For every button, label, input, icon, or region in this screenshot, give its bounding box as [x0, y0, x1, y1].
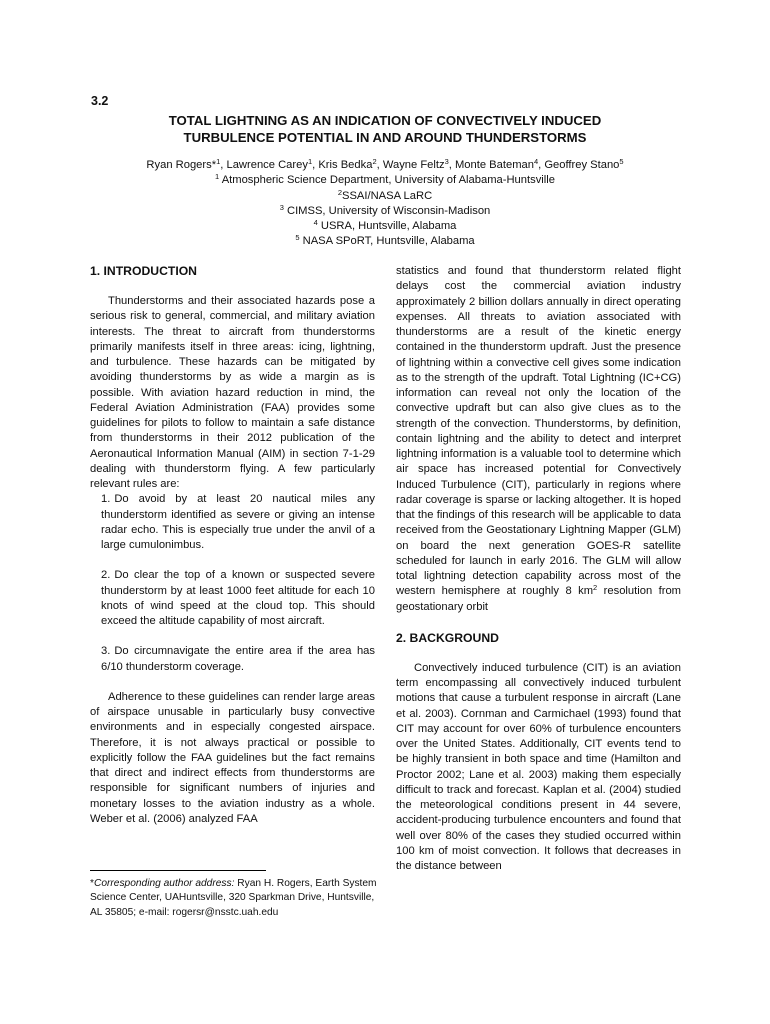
rule-number: 3.	[101, 645, 111, 658]
section-heading-background: 2. BACKGROUND	[396, 630, 499, 645]
rule-item	[90, 644, 375, 675]
affiliation-text: SSAI/NASA LaRC	[342, 189, 433, 202]
right-column	[396, 264, 681, 874]
footnote-star: *	[90, 878, 94, 889]
paragraph-text: statistics and found that thunderstorm related flight delays cost the commercial aviation industry approximately 2 billion dollars annually in direct operating expenses. All threats to aviation associated with thunderstorms are a result of the kinetic energy contained in the thunderstorm updraft. Just the presence of lightning within a convective cell gives some indication as to the strength of the updraft. Total Lightning (IC+CG) information can reveal not only the location of the convective updraft but can also give clues as to the strength of the convection. Thunderstorms, by definition, contain lightning and the ability to detect and interpret lightning information is a valuable tool to determine which air space has increased potential for Convectively Induced Turbulence (CIT), particularly in regions where radar coverage is sparse or lacking altogether. It is hoped that the findings of this research will be applicable to data received from the Geostationary Lightning Mapper (GLM) on board the next generation GOES-R satellite scheduled for launch in early 2016. The GLM will allow total lightning detection capability across most of the western hemisphere at roughly 8 km	[396, 265, 681, 598]
paper-title	[100, 112, 670, 146]
author-name: Kris Bedka	[318, 159, 373, 171]
affiliation	[80, 219, 690, 234]
rule-text: Do clear the top of a known or suspected severe thunderstorm by at least 1000 feet altitude for each 10 knots of wind speed at the cloud top. This should exceed the altitude capability of most aircraft.	[101, 569, 375, 627]
rule-text: Do circumnavigate the entire area if the area has 6/10 thunderstorm coverage.	[101, 645, 375, 673]
rule-item	[90, 568, 375, 629]
affiliation-text: Atmospheric Science Department, University of Alabama-Huntsville	[221, 174, 555, 187]
left-column	[90, 264, 375, 827]
author-name: Monte Bateman	[454, 159, 534, 171]
paragraph-text: resolution from geostationary orbit	[396, 585, 682, 613]
affiliation	[80, 173, 690, 188]
affiliation-text: CIMSS, University of Wisconsin-Madison	[286, 204, 491, 217]
author-name: Geoffrey Stano	[544, 159, 620, 171]
footnote-label: Corresponding author address:	[93, 878, 235, 889]
rule-item	[90, 492, 375, 553]
intro-paragraph-continued	[396, 264, 681, 615]
author-list: Ryan Rogers*$^1$, Lawrence Carey$^1$, Kris Bedka$^2$, Wayne Feltz$^3$, Monte Bateman$^4$, Geoffrey Stano$^5$	[146, 157, 624, 171]
intro-paragraph-2: Adherence to these guidelines can render large areas of airspace unusable in particularly busy convective environments and in especially congested airspace. Therefore, it is not always practical or possible to explicitly follow the FAA guidelines but the fact remains that direct and indirect effects from thunderstorms are responsible for significant numbers of injuries and monetary losses to the aviation industry as a whole. Weber et al. (2006) analyzed FAA	[90, 690, 375, 825]
author-sup: 4	[533, 157, 539, 166]
author-sup: 1	[307, 157, 313, 166]
affiliation	[80, 189, 690, 204]
affiliation	[80, 234, 690, 249]
author-name: Lawrence Carey	[226, 159, 308, 171]
affiliation-sup: 4	[313, 218, 318, 228]
rule-number: 2.	[101, 569, 111, 582]
intro-paragraph-1: Thunderstorms and their associated hazards pose a serious risk to general, commercial, and military aviation interests. The threat to aircraft from thunderstorms primarily manifests itself in three areas: icing, lightning, and turbulence. These hazards can be mitigated by avoiding thunderstorms by as wide a margin as is possible. With aviation hazard reduction in mind, the Federal Aviation Administration (FAA) provides some guidelines for pilots to follow to maintain a safe distance from thunderstorms in their 2012 publication of the Aeronautical Information Manual (AIM) in section 7-1-29 dealing with thunderstorm flying. A few particularly relevant rules are:	[90, 295, 375, 490]
background-paragraph-1: Convectively induced turbulence (CIT) is an aviation term encompassing all convectively induced turbulent motions that cause a turbulent response in aircraft (Lane et al. 2003). Cornman and Carmichael (1993) found that CIT may account for over 60% of turbulence encounters over the United States. Additionally, CIT events tend to be highly transient in both space and time (Hamilton and Proctor 2002; Lane et al. 2003) making them especially difficult to track and forecast. Kaplan et al. (2004) studied the meteorological conditions present in 44 severe, accident-producing turbulence encounters and found that well over 80% of the cases they studied occurred within 100 km of moist convection. It follows that decreases in the distance between	[396, 661, 681, 872]
affiliation	[80, 204, 690, 219]
paper-number: 3.2	[91, 94, 109, 108]
affiliation-sup: 3	[279, 202, 284, 212]
footnote	[90, 877, 380, 920]
section-heading-introduction: 1. INTRODUCTION	[90, 264, 197, 278]
author-name: Wayne Feltz	[382, 159, 445, 171]
affiliation-sup: 2	[337, 187, 342, 197]
author-sup: 1	[216, 157, 221, 166]
affiliation-sup: 5	[295, 233, 300, 243]
rule-number: 1.	[101, 493, 111, 506]
author-sup: 5	[619, 157, 624, 166]
affiliation-sup: 1	[215, 172, 220, 182]
author-sup: 2	[372, 157, 377, 166]
footnote-divider	[90, 870, 266, 871]
rule-text: Do avoid by at least 20 nautical miles any thunderstorm identified as severe or giving an intense radar echo. This is especially true under the anvil of a large cumulonimbus.	[101, 493, 375, 551]
footnote-text: Ryan H. Rogers, Earth System Science Center, UAHuntsville, 320 Sparkman Drive, Huntsville, AL 35805; e-mail: rogersr@nsstc.uah.edu	[90, 878, 377, 918]
author-sup: 3	[444, 157, 449, 166]
title-line-2: TURBULENCE POTENTIAL IN AND AROUND THUNDERSTORMS	[183, 130, 587, 145]
title-line-1: TOTAL LIGHTNING AS AN INDICATION OF CONVECTIVELY INDUCED	[168, 113, 602, 128]
author-name: Ryan Rogers*	[146, 159, 217, 171]
affiliation-text: NASA SPoRT, Huntsville, Alabama	[302, 235, 475, 248]
affiliation-text: USRA, Huntsville, Alabama	[320, 220, 457, 233]
author-block	[80, 158, 690, 250]
superscript: 2	[593, 583, 598, 593]
